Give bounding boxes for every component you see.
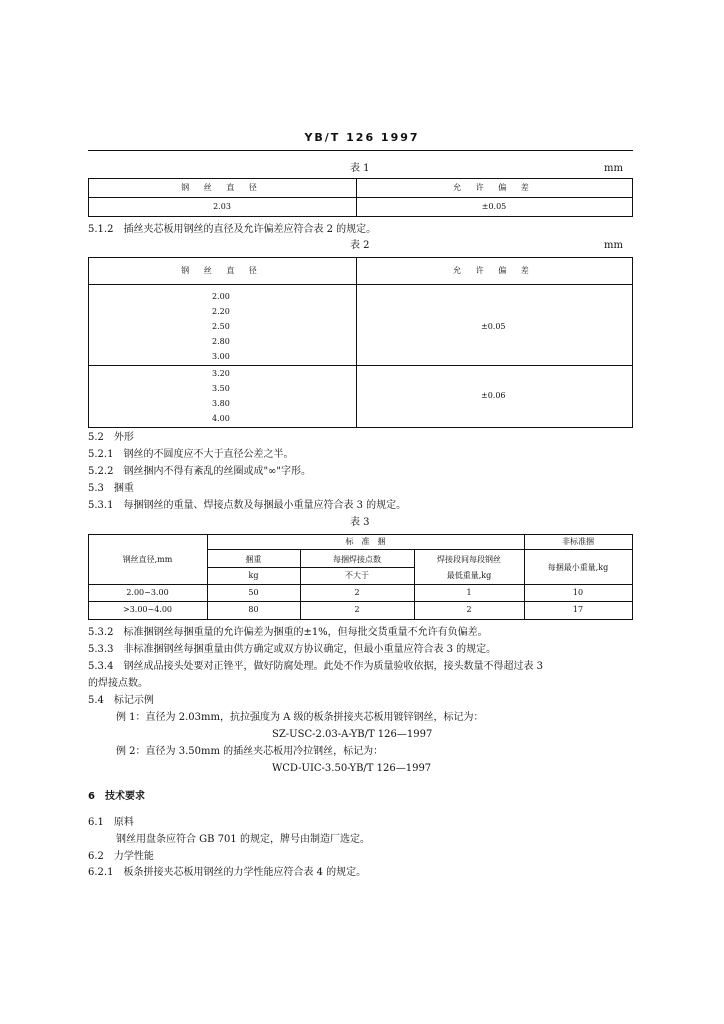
section-6-2-1: 6.2.1 板条拼接夹芯板用钢丝的力学性能应符合表 4 的规定。 bbox=[88, 867, 367, 878]
table3-r1-diameter: 2.00~3.00 bbox=[126, 588, 169, 597]
table2-d-2-20: 2.20 bbox=[212, 307, 230, 316]
table1-col1-header: 钢 丝 直 径 bbox=[181, 183, 263, 192]
table3-caption: 表 3 bbox=[350, 517, 370, 528]
table3-header-rule bbox=[88, 584, 633, 585]
table2-bottom-rule bbox=[88, 427, 633, 428]
table2-caption: 表 2 bbox=[350, 240, 370, 251]
table3-group-rule bbox=[207, 549, 633, 550]
table2-unit: mm bbox=[604, 240, 623, 251]
table3-r1-weight: 50 bbox=[248, 588, 259, 597]
table3-h-minweld-unit: 最低重量,kg bbox=[446, 571, 492, 580]
table2-d-2-50: 2.50 bbox=[212, 322, 230, 331]
header-rule bbox=[88, 150, 633, 151]
table3-r2-minbundle: 17 bbox=[572, 605, 584, 614]
table2-header-rule bbox=[88, 284, 633, 285]
example-1-mark: SZ-USC-2.03-A-YB/T 126—1997 bbox=[272, 729, 433, 740]
table2-divider bbox=[356, 257, 357, 427]
table3-r2-welds: 2 bbox=[354, 605, 360, 614]
table2-group-rule bbox=[88, 365, 633, 366]
table2-left-border bbox=[88, 257, 89, 427]
table3-r1-minweld: 1 bbox=[466, 588, 472, 597]
table1-mid-rule bbox=[88, 197, 633, 198]
table2-d-3-20: 3.20 bbox=[212, 369, 230, 378]
example-2: 例 2：直径为 3.50mm 的插丝夹芯板用冷拉钢丝，标记为： bbox=[116, 746, 384, 757]
table1-diameter: 2.03 bbox=[213, 202, 231, 211]
section-6-heading: 6 技术要求 bbox=[88, 791, 145, 802]
section-6-2: 6.2 力学性能 bbox=[88, 851, 154, 862]
table1-top-rule bbox=[88, 178, 633, 179]
section-6-1-text: 钢丝用盘条应符合 GB 701 的规定，牌号由制造厂选定。 bbox=[116, 834, 370, 845]
table2-d-3-50: 3.50 bbox=[212, 384, 230, 393]
table2-top-rule bbox=[88, 257, 633, 258]
table3-bottom-rule bbox=[88, 619, 633, 620]
table3-h-welds-limit: 不大于 bbox=[345, 571, 369, 580]
table3-r2-weight: 80 bbox=[248, 605, 259, 614]
example-1: 例 1：直径为 2.03mm，抗拉强度为 A 级的板条拼接夹芯板用镀锌钢丝，标记为： bbox=[116, 712, 484, 723]
table1-right-border bbox=[632, 178, 633, 216]
table2-d-2-00: 2.00 bbox=[212, 292, 230, 301]
example-2-mark: WCD-UIC-3.50-YB/T 126—1997 bbox=[272, 763, 432, 774]
table3-sub-rule-weight bbox=[207, 567, 414, 568]
section-5-2-2: 5.2.2 钢丝捆内不得有紊乱的丝圈或成"∞"字形。 bbox=[88, 466, 311, 477]
table2-d-4-00: 4.00 bbox=[212, 414, 230, 423]
section-5-3-3: 5.3.3 非标准捆钢丝每捆重量由供方确定或双方协议确定，但最小重量应符合表 3 的规定。 bbox=[88, 644, 497, 655]
section-5-3-4: 5.3.4 钢丝成品接头处要对正锉平，做好防腐处理。此处不作为质量验收依据，接头数量不得超过表 3 bbox=[88, 661, 543, 672]
table3-h-minweld: 焊接段间每段钢丝 bbox=[437, 555, 501, 564]
section-5-3-1: 5.3.1 每捆钢丝的重量、焊接点数及每捆最小重量应符合表 3 的规定。 bbox=[88, 500, 407, 511]
table3-h-weight: 捆重 bbox=[245, 555, 262, 564]
table2-tol-group2: ±0.06 bbox=[481, 391, 506, 400]
table3-top-rule bbox=[88, 534, 633, 535]
table3-h-nonstandard: 非标准捆 bbox=[562, 537, 594, 546]
section-5-2-1: 5.2.1 钢丝的不圆度应不大于直径公差之半。 bbox=[88, 449, 294, 460]
table1-bottom-rule bbox=[88, 216, 633, 217]
table2-tol-group1: ±0.05 bbox=[481, 322, 506, 331]
table3-right-border bbox=[632, 534, 633, 619]
table2-col2-header: 允 许 偏 差 bbox=[453, 266, 535, 275]
table3-r1-minbundle: 10 bbox=[572, 588, 584, 597]
table1-caption: 表 1 bbox=[350, 163, 370, 174]
section-5-3-4-cont: 的焊接点数。 bbox=[88, 678, 148, 689]
table3-r1-welds: 2 bbox=[354, 588, 360, 597]
table3-h-welds: 每捆焊接点数 bbox=[333, 555, 381, 564]
table1-tolerance: ±0.05 bbox=[481, 202, 507, 211]
section-5-3: 5.3 捆重 bbox=[88, 483, 134, 494]
section-5-1-2: 5.1.2 插丝夹芯板用钢丝的直径及允许偏差应符合表 2 的规定。 bbox=[88, 224, 377, 235]
section-5-4: 5.4 标记示例 bbox=[88, 695, 154, 706]
standard-header: YB/T 126 1997 bbox=[304, 131, 420, 144]
table2-col1-header: 钢 丝 直 径 bbox=[181, 266, 263, 275]
table3-row1-rule bbox=[88, 601, 633, 602]
table2-d-3-80: 3.80 bbox=[212, 399, 230, 408]
table3-h-minbundle: 每捆最小重量,kg bbox=[547, 563, 609, 572]
table3-r2-diameter: >3.00~4.00 bbox=[122, 605, 173, 614]
section-5-3-2: 5.3.2 标准捆钢丝每捆重量的允许偏差为捆重的±1%，但每批交货重量不允许有负偏差。 bbox=[88, 627, 488, 638]
table2-d-3-00: 3.00 bbox=[212, 352, 230, 361]
section-5-2: 5.2 外形 bbox=[88, 432, 134, 443]
table3-h-weight-unit: kg bbox=[248, 571, 259, 580]
table2-right-border bbox=[632, 257, 633, 427]
table3-h-diameter: 钢丝直径,mm bbox=[122, 555, 173, 564]
table1-col2-header: 允 许 偏 差 bbox=[453, 183, 535, 192]
table1-unit: mm bbox=[604, 163, 623, 174]
table3-r2-minweld: 2 bbox=[466, 605, 472, 614]
table3-h-standard: 标 准 捆 bbox=[345, 537, 386, 546]
section-6-1: 6.1 原料 bbox=[88, 817, 134, 828]
table2-d-2-80: 2.80 bbox=[212, 337, 230, 346]
